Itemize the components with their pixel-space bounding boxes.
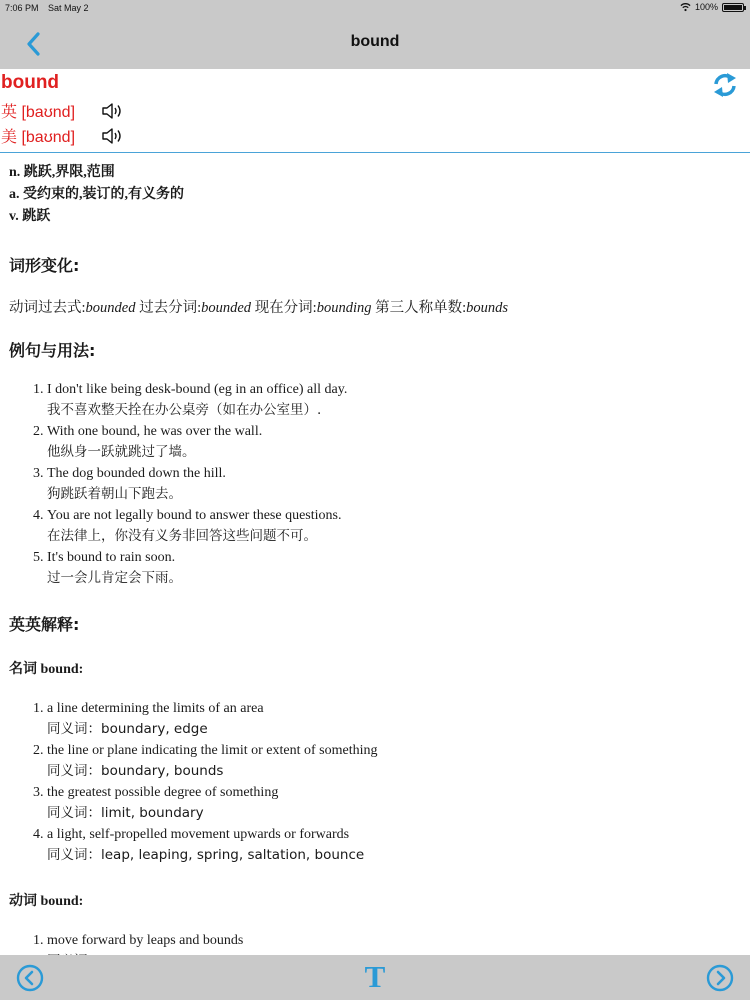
- sense-en: the line or plane indicating the limit or extent of something: [47, 743, 378, 758]
- pp-form: bounded: [201, 300, 252, 316]
- past-form: bounded: [85, 300, 136, 316]
- page-title: bound: [350, 33, 400, 50]
- definition-line: a. 受约束的,装订的,有义务的: [9, 187, 184, 202]
- sense-en: the greatest possible degree of something: [47, 785, 279, 800]
- example-en: You are not legally bound to answer these questions.: [47, 508, 342, 523]
- noun-heading: 名词 bound:: [9, 662, 84, 677]
- definition-line: n. 跳跃,界限,范围: [9, 165, 115, 180]
- status-date: Sat May 2: [48, 3, 89, 13]
- nav-bar: [0, 16, 750, 69]
- example-zh: 在法律上，你没有义务非回答这些问题不可。: [47, 528, 317, 544]
- example-en: With one bound, he was over the wall.: [47, 424, 263, 439]
- example-zh: 狗跳跃着朝山下跑去。: [47, 486, 182, 502]
- bottom-toolbar: [0, 955, 750, 1000]
- sense-en: a line determining the limits of an area: [47, 701, 264, 716]
- ing-label: 现在分词:: [251, 300, 317, 316]
- definition-list: [9, 162, 184, 228]
- sense-synonyms: 同义词：boundary, bounds: [47, 763, 224, 779]
- status-bar: [0, 0, 750, 16]
- refresh-button[interactable]: [712, 71, 738, 99]
- list-item: [47, 782, 377, 824]
- list-item: [47, 379, 347, 421]
- pron-uk: 英 [baʊnd]: [1, 104, 76, 121]
- example-zh: 过一会儿肯定会下雨。: [47, 570, 182, 586]
- inflections-heading: 词形变化:: [9, 256, 80, 275]
- inflections-line: [9, 296, 508, 317]
- example-zh: 我不喜欢整天拴在办公桌旁（如在办公室里）.: [47, 402, 322, 418]
- list-item: [47, 463, 347, 505]
- sense-synonyms: 同义词：limit, boundary: [47, 805, 204, 821]
- speaker-us-icon[interactable]: [101, 126, 123, 146]
- list-item: [47, 740, 377, 782]
- list-item: [47, 698, 377, 740]
- examples-list: [9, 379, 347, 589]
- example-zh: 他纵身一跃就跳过了墙。: [47, 444, 196, 460]
- definition-line: v. 跳跃: [9, 209, 51, 224]
- wifi-icon: [680, 2, 691, 12]
- sense-en: move forward by leaps and bounds: [47, 933, 244, 948]
- list-item: [47, 505, 347, 547]
- list-item: [47, 824, 377, 866]
- pron-us: 美 [baʊnd]: [1, 129, 76, 146]
- noun-sense-list: [9, 698, 377, 866]
- pron-row-us: [1, 124, 123, 147]
- list-item: [47, 547, 347, 589]
- third-form: bounds: [466, 300, 509, 316]
- headword: bound: [1, 72, 60, 93]
- sense-synonyms: 同义词：leap, leaping, spring, saltation, bounce: [47, 847, 365, 863]
- next-button[interactable]: [706, 964, 734, 992]
- example-en: I don't like being desk-bound (eg in an office) all day.: [47, 382, 348, 397]
- list-item: [47, 421, 347, 463]
- verb-heading: 动词 bound:: [9, 894, 84, 909]
- speaker-uk-icon[interactable]: [101, 101, 123, 121]
- english-heading: 英英解释:: [9, 615, 80, 634]
- battery-percent: 100%: [694, 2, 718, 12]
- pron-row-uk: [1, 99, 123, 122]
- examples-heading: 例句与用法:: [9, 341, 96, 360]
- battery-fill: [724, 5, 742, 10]
- previous-button[interactable]: [16, 964, 44, 992]
- word-header: [0, 69, 750, 152]
- pp-label: 过去分词:: [135, 300, 202, 316]
- status-time: 7:06 PM: [5, 3, 39, 13]
- example-en: It's bound to rain soon.: [47, 550, 176, 565]
- sense-en: a light, self-propelled movement upwards or forwards: [47, 827, 350, 842]
- battery-icon: [722, 3, 744, 12]
- example-en: The dog bounded down the hill.: [47, 466, 226, 481]
- header-divider: [0, 152, 750, 153]
- third-label: 第三人称单数:: [371, 300, 467, 316]
- past-label: 动词过去式:: [9, 300, 86, 316]
- sense-synonyms: 同义词：boundary, edge: [47, 721, 208, 737]
- ing-form: bounding: [316, 300, 372, 316]
- font-size-button[interactable]: T: [364, 959, 386, 994]
